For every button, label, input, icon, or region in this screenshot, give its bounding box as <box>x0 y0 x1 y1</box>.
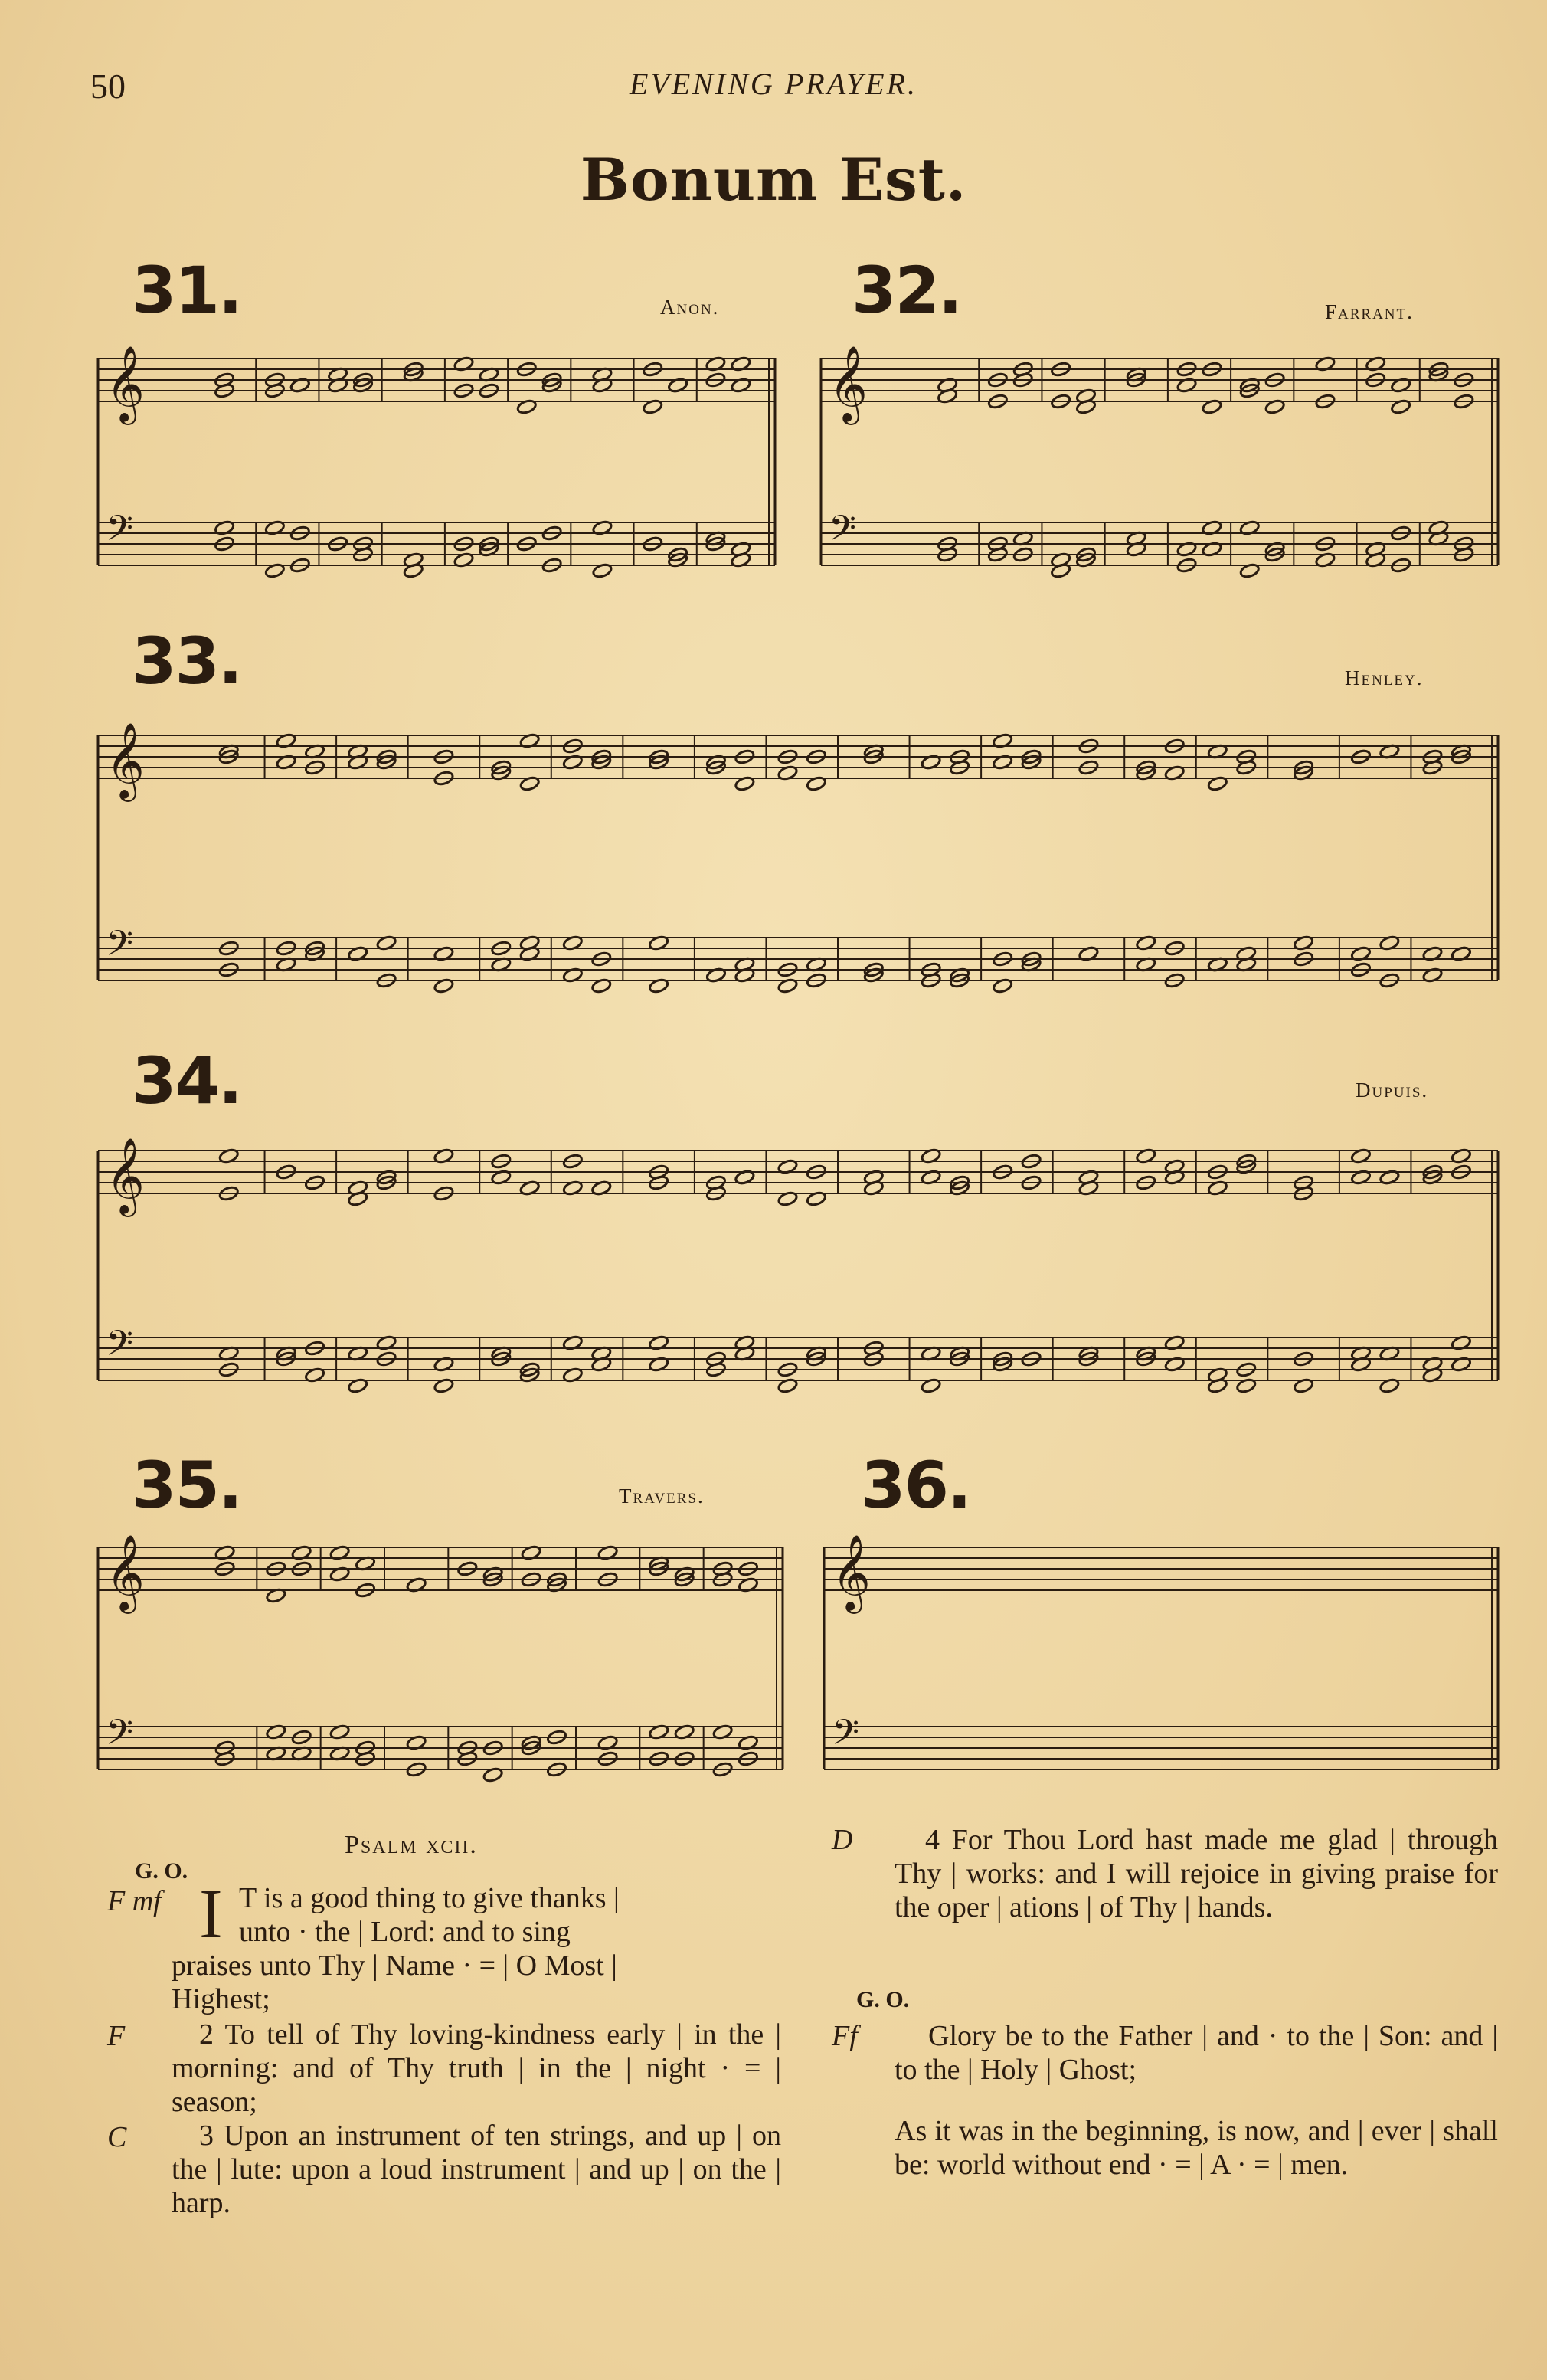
chant-number-32: 32. <box>852 253 961 328</box>
bass-clef: 𝄢 <box>829 508 857 558</box>
psalm-heading: Psalm xcii. <box>345 1831 478 1859</box>
bass-clef: 𝄢 <box>832 1712 860 1762</box>
composer-32: Farrant. <box>1325 300 1414 323</box>
score-34 <box>93 1135 1506 1396</box>
dynamic-mark-v1: F mf <box>107 1885 162 1917</box>
page-title: Bonum Est. <box>580 146 967 214</box>
running-title: EVENING PRAYER. <box>629 67 918 101</box>
chant-number-31: 31. <box>132 253 241 328</box>
treble-clef: 𝄞 <box>832 1534 871 1611</box>
bass-clef: 𝄢 <box>106 1323 134 1373</box>
composer-35: Travers. <box>619 1485 705 1508</box>
bass-clef: 𝄢 <box>106 508 134 558</box>
bass-clef: 𝄢 <box>106 1712 134 1762</box>
verse-1-line-2: unto · the | Lord: and to sing <box>239 1916 571 1948</box>
treble-clef: 𝄞 <box>106 1138 145 1214</box>
treble-clef: 𝄞 <box>829 345 868 422</box>
go-label-right: G. O. <box>856 1987 910 2012</box>
composer-31: Anon. <box>660 296 720 319</box>
chant-number-33: 33. <box>132 624 241 699</box>
composer-33: Henley. <box>1345 666 1424 689</box>
verse-1-line-1: T is a good thing to give thanks | <box>239 1882 620 1914</box>
score-32 <box>816 343 1506 581</box>
drop-cap: I <box>199 1874 223 1953</box>
dynamic-mark-gloria: Ff <box>832 2020 858 2052</box>
dynamic-mark-v2: F <box>107 2020 126 2052</box>
bass-clef: 𝄢 <box>106 923 134 973</box>
treble-clef: 𝄞 <box>106 1534 145 1611</box>
score-35 <box>93 1532 790 1785</box>
composer-34: Dupuis. <box>1356 1079 1429 1102</box>
verse-1-line-3: praises unto Thy | Name · = | O Most | <box>172 1950 617 1982</box>
page-number: 50 <box>90 67 126 106</box>
chant-number-34: 34. <box>132 1043 241 1118</box>
treble-clef: 𝄞 <box>106 345 145 422</box>
dynamic-mark-v4: D <box>832 1824 853 1856</box>
verse-2: 2 To tell of Thy loving-kindness early | in the | morning: and of Thy truth | in the | night · = | season; <box>172 2018 781 2118</box>
chant-number-35: 35. <box>132 1448 241 1523</box>
chant-number-36: 36. <box>861 1448 970 1523</box>
go-label-left: G. O. <box>135 1858 188 1884</box>
treble-clef: 𝄞 <box>106 722 145 799</box>
verse-1-line-4: Highest; <box>172 1983 270 2015</box>
gloria-verse-2: As it was in the beginning, is now, and | ever | shall be: world without end · = | A · = | men. <box>895 2115 1498 2181</box>
gloria-verse-1: Glory be to the Father | and · to the | Son: and | to the | Holy | Ghost; <box>895 2020 1498 2086</box>
score-33 <box>93 720 1506 996</box>
score-31 <box>93 343 783 581</box>
verse-3: 3 Upon an instrument of ten strings, and up | on the | lute: upon a loud instrument | and up | on the | harp. <box>172 2120 781 2219</box>
dynamic-mark-v3: C <box>107 2121 127 2153</box>
score-36 <box>819 1532 1506 1785</box>
verse-4: 4 For Thou Lord hast made me glad | through Thy | works: and I will rejoice in giving praise for the oper | ations | of Thy | hands. <box>895 1824 1498 1923</box>
